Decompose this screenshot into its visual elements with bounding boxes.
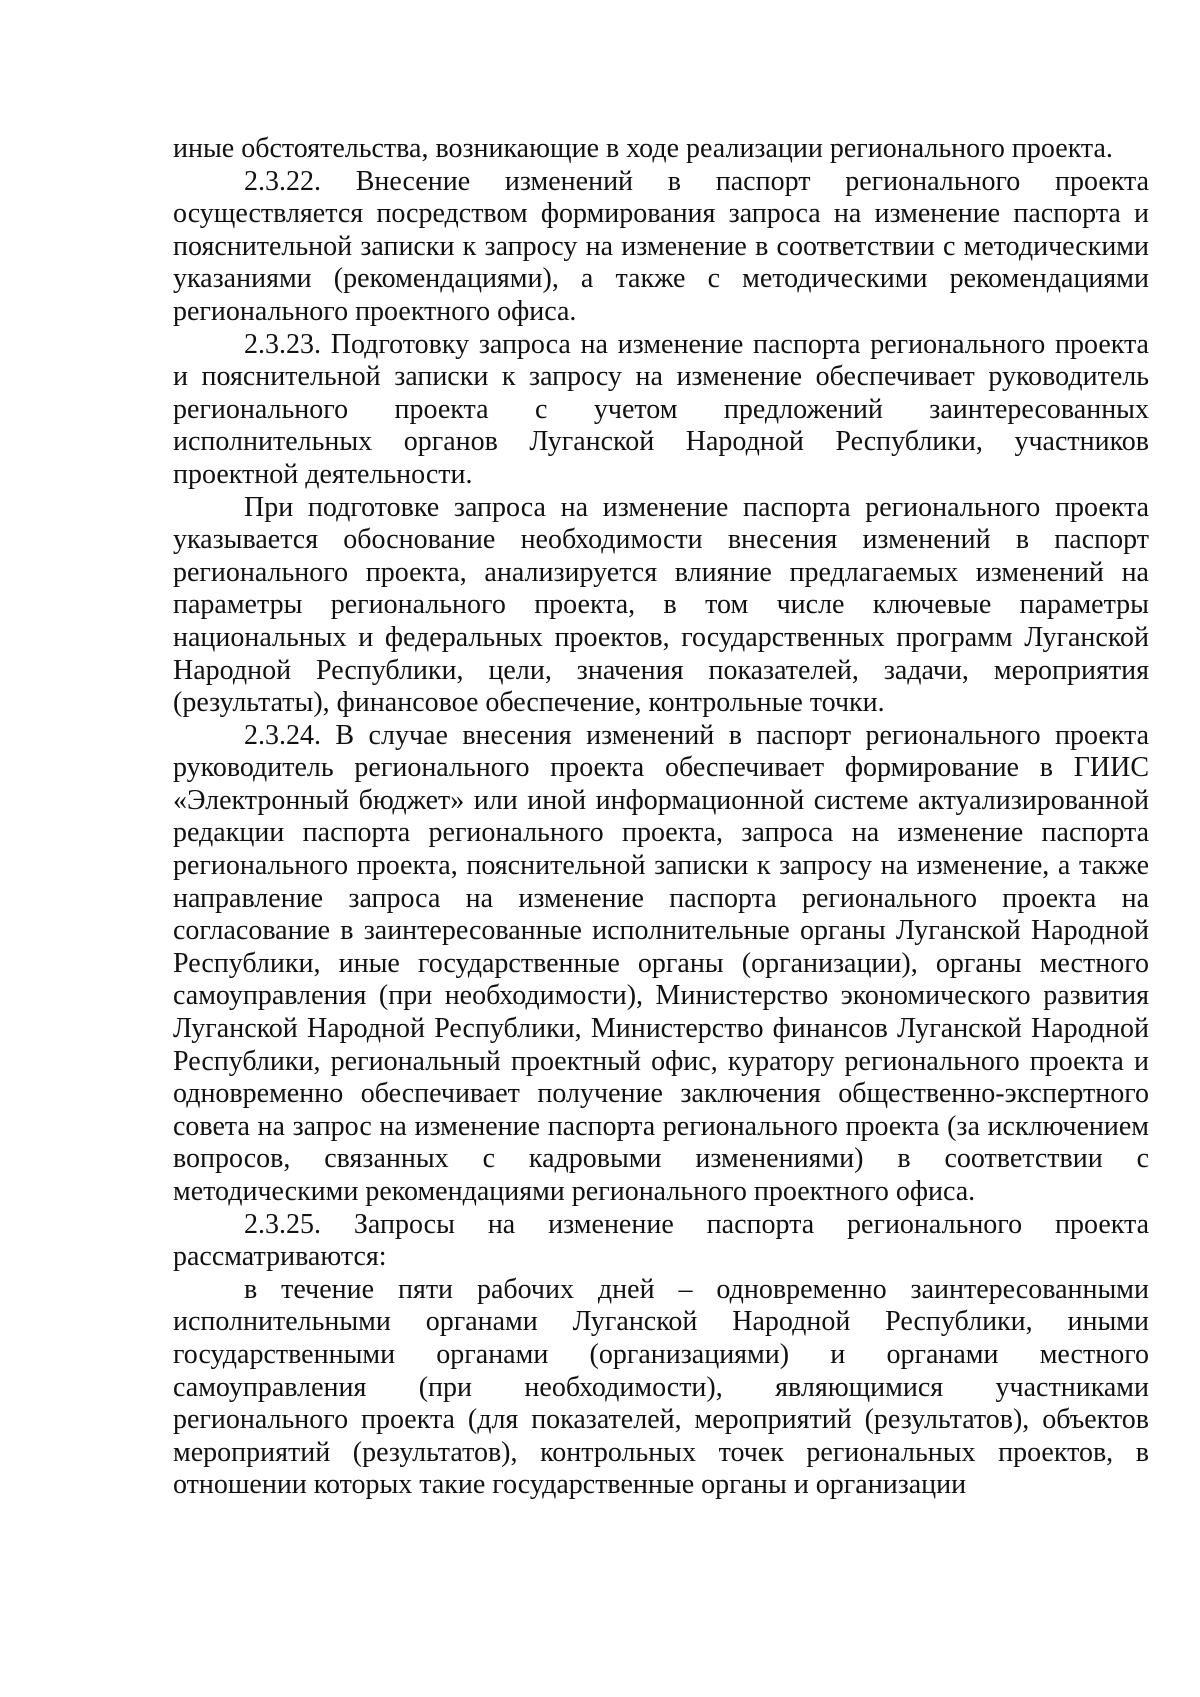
paragraph-2-3-22: 2.3.22. Внесение изменений в паспорт регионального проекта осуществляется посредством формирования запроса на изменение паспорта и пояснительной записки к запросу на изменение в соответствии с методическими указаниями (рекомендациями), а также с методическими рекомендациями регионального проектного офиса. [173, 165, 1149, 327]
paragraph-continuation: иные обстоятельства, возникающие в ходе реализации регионального проекта. [173, 133, 1113, 164]
paragraph-five-days: в течение пяти рабочих дней – одновременно заинтересованными исполнительными органами Луганской Народной Республики, иными государственными органами (организациями) и органами местного самоуправления (при необходимости), являющимися участниками регионального проекта (для показателей, мероприятий (результатов), объектов мероприятий (результатов), контрольных точек региональных проектов, в отношении которых такие государственные органы и организации [173, 1273, 1149, 1501]
paragraph-request-preparation: При подготовке запроса на изменение паспорта регионального проекта указывается обоснование необходимости внесения изменений в паспорт регионального проекта, анализируется влияние предлагаемых изменений на параметры регионального проекта, в том числе ключевые параметры национальных и федеральных проектов, государственных программ Луганской Народной Республики, цели, значения показателей, задачи, мероприятия (результаты), финансовое обеспечение, контрольные точки. [173, 491, 1149, 719]
document-body [173, 133, 1149, 1502]
paragraph-2-3-25: 2.3.25. Запросы на изменение паспорта регионального проекта рассматриваются: [173, 1208, 1149, 1273]
paragraph-2-3-24: 2.3.24. В случае внесения изменений в паспорт регионального проекта руководитель регионального проекта обеспечивает формирование в ГИИС «Электронный бюджет» или иной информационной системе актуализированной редакции паспорта регионального проекта, запроса на изменение паспорта регионального проекта, пояснительной записки к запросу на изменение, а также направление запроса на изменение паспорта регионального проекта на согласование в заинтересованные исполнительные органы Луганской Народной Республики, иные государственные органы (организации), органы местного самоуправления (при необходимости), Министерство экономического развития Луганской Народной Республики, Министерство финансов Луганской Народной Республики, региональный проектный офис, куратору регионального проекта и одновременно обеспечивает получение заключения общественно-экспертного совета на запрос на изменение паспорта регионального проекта (за исключением вопросов, связанных с кадровыми изменениями) в соответствии с методическими рекомендациями регионального проектного офиса. [173, 719, 1149, 1207]
paragraph-2-3-23: 2.3.23. Подготовку запроса на изменение паспорта регионального проекта и пояснительной записки к запросу на изменение обеспечивает руководитель регионального проекта с учетом предложений заинтересованных исполнительных органов Луганской Народной Республики, участников проектной деятельности. [173, 328, 1149, 490]
